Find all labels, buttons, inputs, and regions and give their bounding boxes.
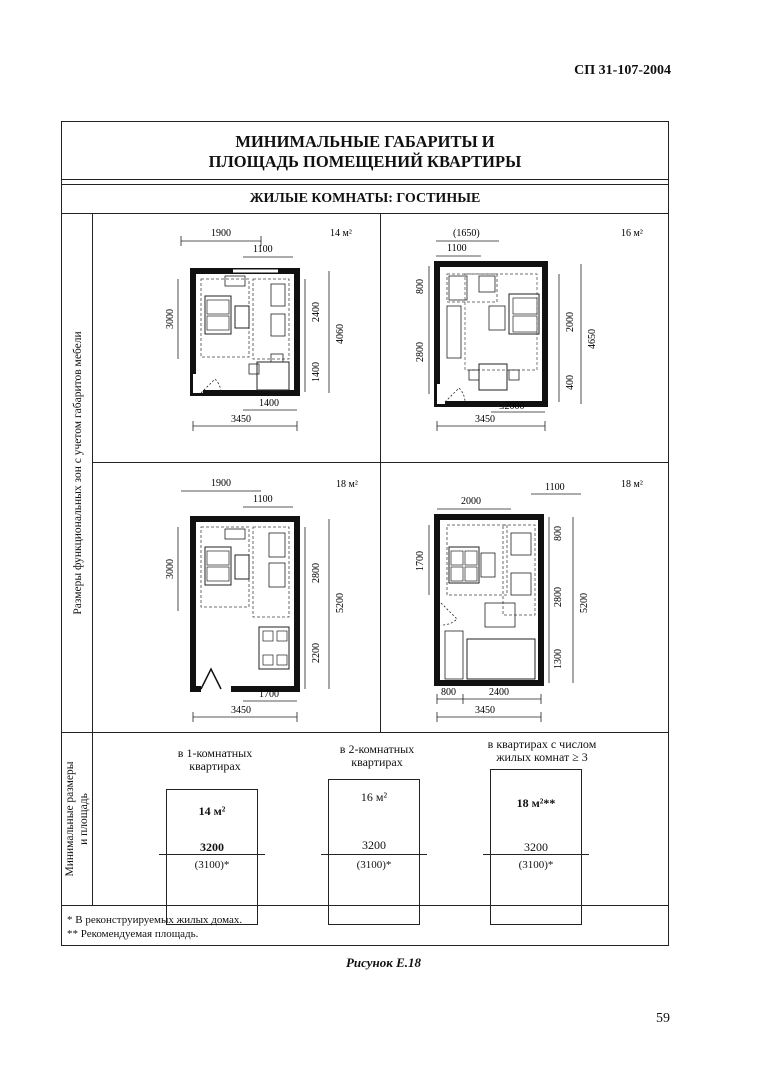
min-box-1room xyxy=(166,789,258,925)
dim-label: 800 xyxy=(553,526,564,541)
width-dimension-line xyxy=(159,854,265,855)
dim-label: 1400 xyxy=(311,362,322,382)
dim-label: 2000 xyxy=(461,496,481,507)
dim-label: 2000 xyxy=(565,312,576,332)
dim-label: 1100 xyxy=(253,244,273,255)
dim-label: 3450 xyxy=(475,414,495,425)
page-title xyxy=(62,122,668,180)
page-number: 59 xyxy=(656,1011,670,1026)
side-label-upper: Размеры функциональных зон с учетом габаритов мебели xyxy=(72,331,84,615)
dim-label: 1700 xyxy=(415,551,426,571)
title-line-2: ПЛОЩАДЬ ПОМЕЩЕНИЙ КВАРТИРЫ xyxy=(208,152,522,171)
figure-frame xyxy=(61,121,669,946)
dim-label: 800 xyxy=(441,687,456,698)
footnotes xyxy=(62,913,668,941)
dim-label: 5200 xyxy=(579,593,590,613)
section-title: ЖИЛЫЕ КОМНАТЫ: ГОСТИНЫЕ xyxy=(62,185,668,214)
dim-label: 1100 xyxy=(253,494,273,505)
dim-label: 3450 xyxy=(231,414,251,425)
dim-label: 4650 xyxy=(587,329,598,349)
min-caption-1room: в 1-комнатных квартирах xyxy=(177,746,253,773)
dim-label: ≤2000 xyxy=(499,401,525,412)
dim-label: 1400 xyxy=(259,398,279,409)
footnote-1: * В реконструируемых жилых домах. xyxy=(67,914,243,926)
title-line-1: МИНИМАЛЬНЫЕ ГАБАРИТЫ И xyxy=(235,132,495,151)
min-caption-2room: в 2-комнатных квартирах xyxy=(339,742,415,769)
plan-area-label: 14 м² xyxy=(330,228,352,239)
dim-label: 2400 xyxy=(311,302,322,322)
plan-area-label: 18 м² xyxy=(336,479,358,490)
dim-label: 1900 xyxy=(211,228,231,239)
dim-label: 1100 xyxy=(447,243,467,254)
dim-label: 800 xyxy=(415,279,426,294)
plan-18m2-b xyxy=(381,463,668,731)
dim-label: 1100 xyxy=(545,482,565,493)
min-section-divider xyxy=(62,732,668,733)
plan-18m2-a xyxy=(93,463,380,731)
dim-label: 1700 xyxy=(259,689,279,700)
document-code: СП 31-107-2004 xyxy=(574,63,671,78)
footnote-2: ** Рекомендуемая площадь. xyxy=(67,928,199,940)
plan-area-label: 18 м² xyxy=(621,479,643,490)
width-dimension-line xyxy=(321,854,427,855)
dim-label: 2800 xyxy=(311,563,322,583)
plan-area-label: 16 м² xyxy=(621,228,643,239)
min-width-value: 3200 xyxy=(362,838,386,852)
width-dimension-line xyxy=(483,854,589,855)
dim-label: 1900 xyxy=(211,478,231,489)
side-label-lower: Минимальные размеры и площадь xyxy=(64,761,90,877)
dim-label: (1650) xyxy=(453,228,480,239)
min-width-note: (3100)* xyxy=(356,859,392,871)
plan-14m2 xyxy=(93,214,380,462)
dim-label: 1300 xyxy=(553,649,564,669)
min-width-value: 3200 xyxy=(200,840,224,854)
min-width-note: (3100)* xyxy=(518,859,554,871)
dim-label: 2400 xyxy=(489,687,509,698)
dim-label: 2200 xyxy=(311,643,322,663)
dim-label: 3450 xyxy=(475,705,495,716)
dim-label: 2800 xyxy=(553,587,564,607)
min-area-value: 16 м² xyxy=(360,790,388,804)
min-area-value: 14 м² xyxy=(198,804,226,818)
min-box-2room xyxy=(328,779,420,925)
min-box-3room xyxy=(490,769,582,925)
dim-label: 400 xyxy=(565,375,576,390)
plan-16m2 xyxy=(381,214,668,462)
dim-label: 4060 xyxy=(335,324,346,344)
figure-caption: Рисунок Е.18 xyxy=(345,955,422,970)
dim-label: 3000 xyxy=(165,309,176,329)
min-caption-3room: в квартирах с числом жилых комнат ≥ 3 xyxy=(487,737,597,764)
dim-label: 3450 xyxy=(231,705,251,716)
min-area-value: 18 м²** xyxy=(516,796,556,810)
dim-label: 3000 xyxy=(165,559,176,579)
dim-label: 5200 xyxy=(335,593,346,613)
content-table xyxy=(62,184,668,946)
min-width-value: 3200 xyxy=(524,840,548,854)
dim-label: 2800 xyxy=(415,342,426,362)
min-width-note: (3100)* xyxy=(194,859,230,871)
